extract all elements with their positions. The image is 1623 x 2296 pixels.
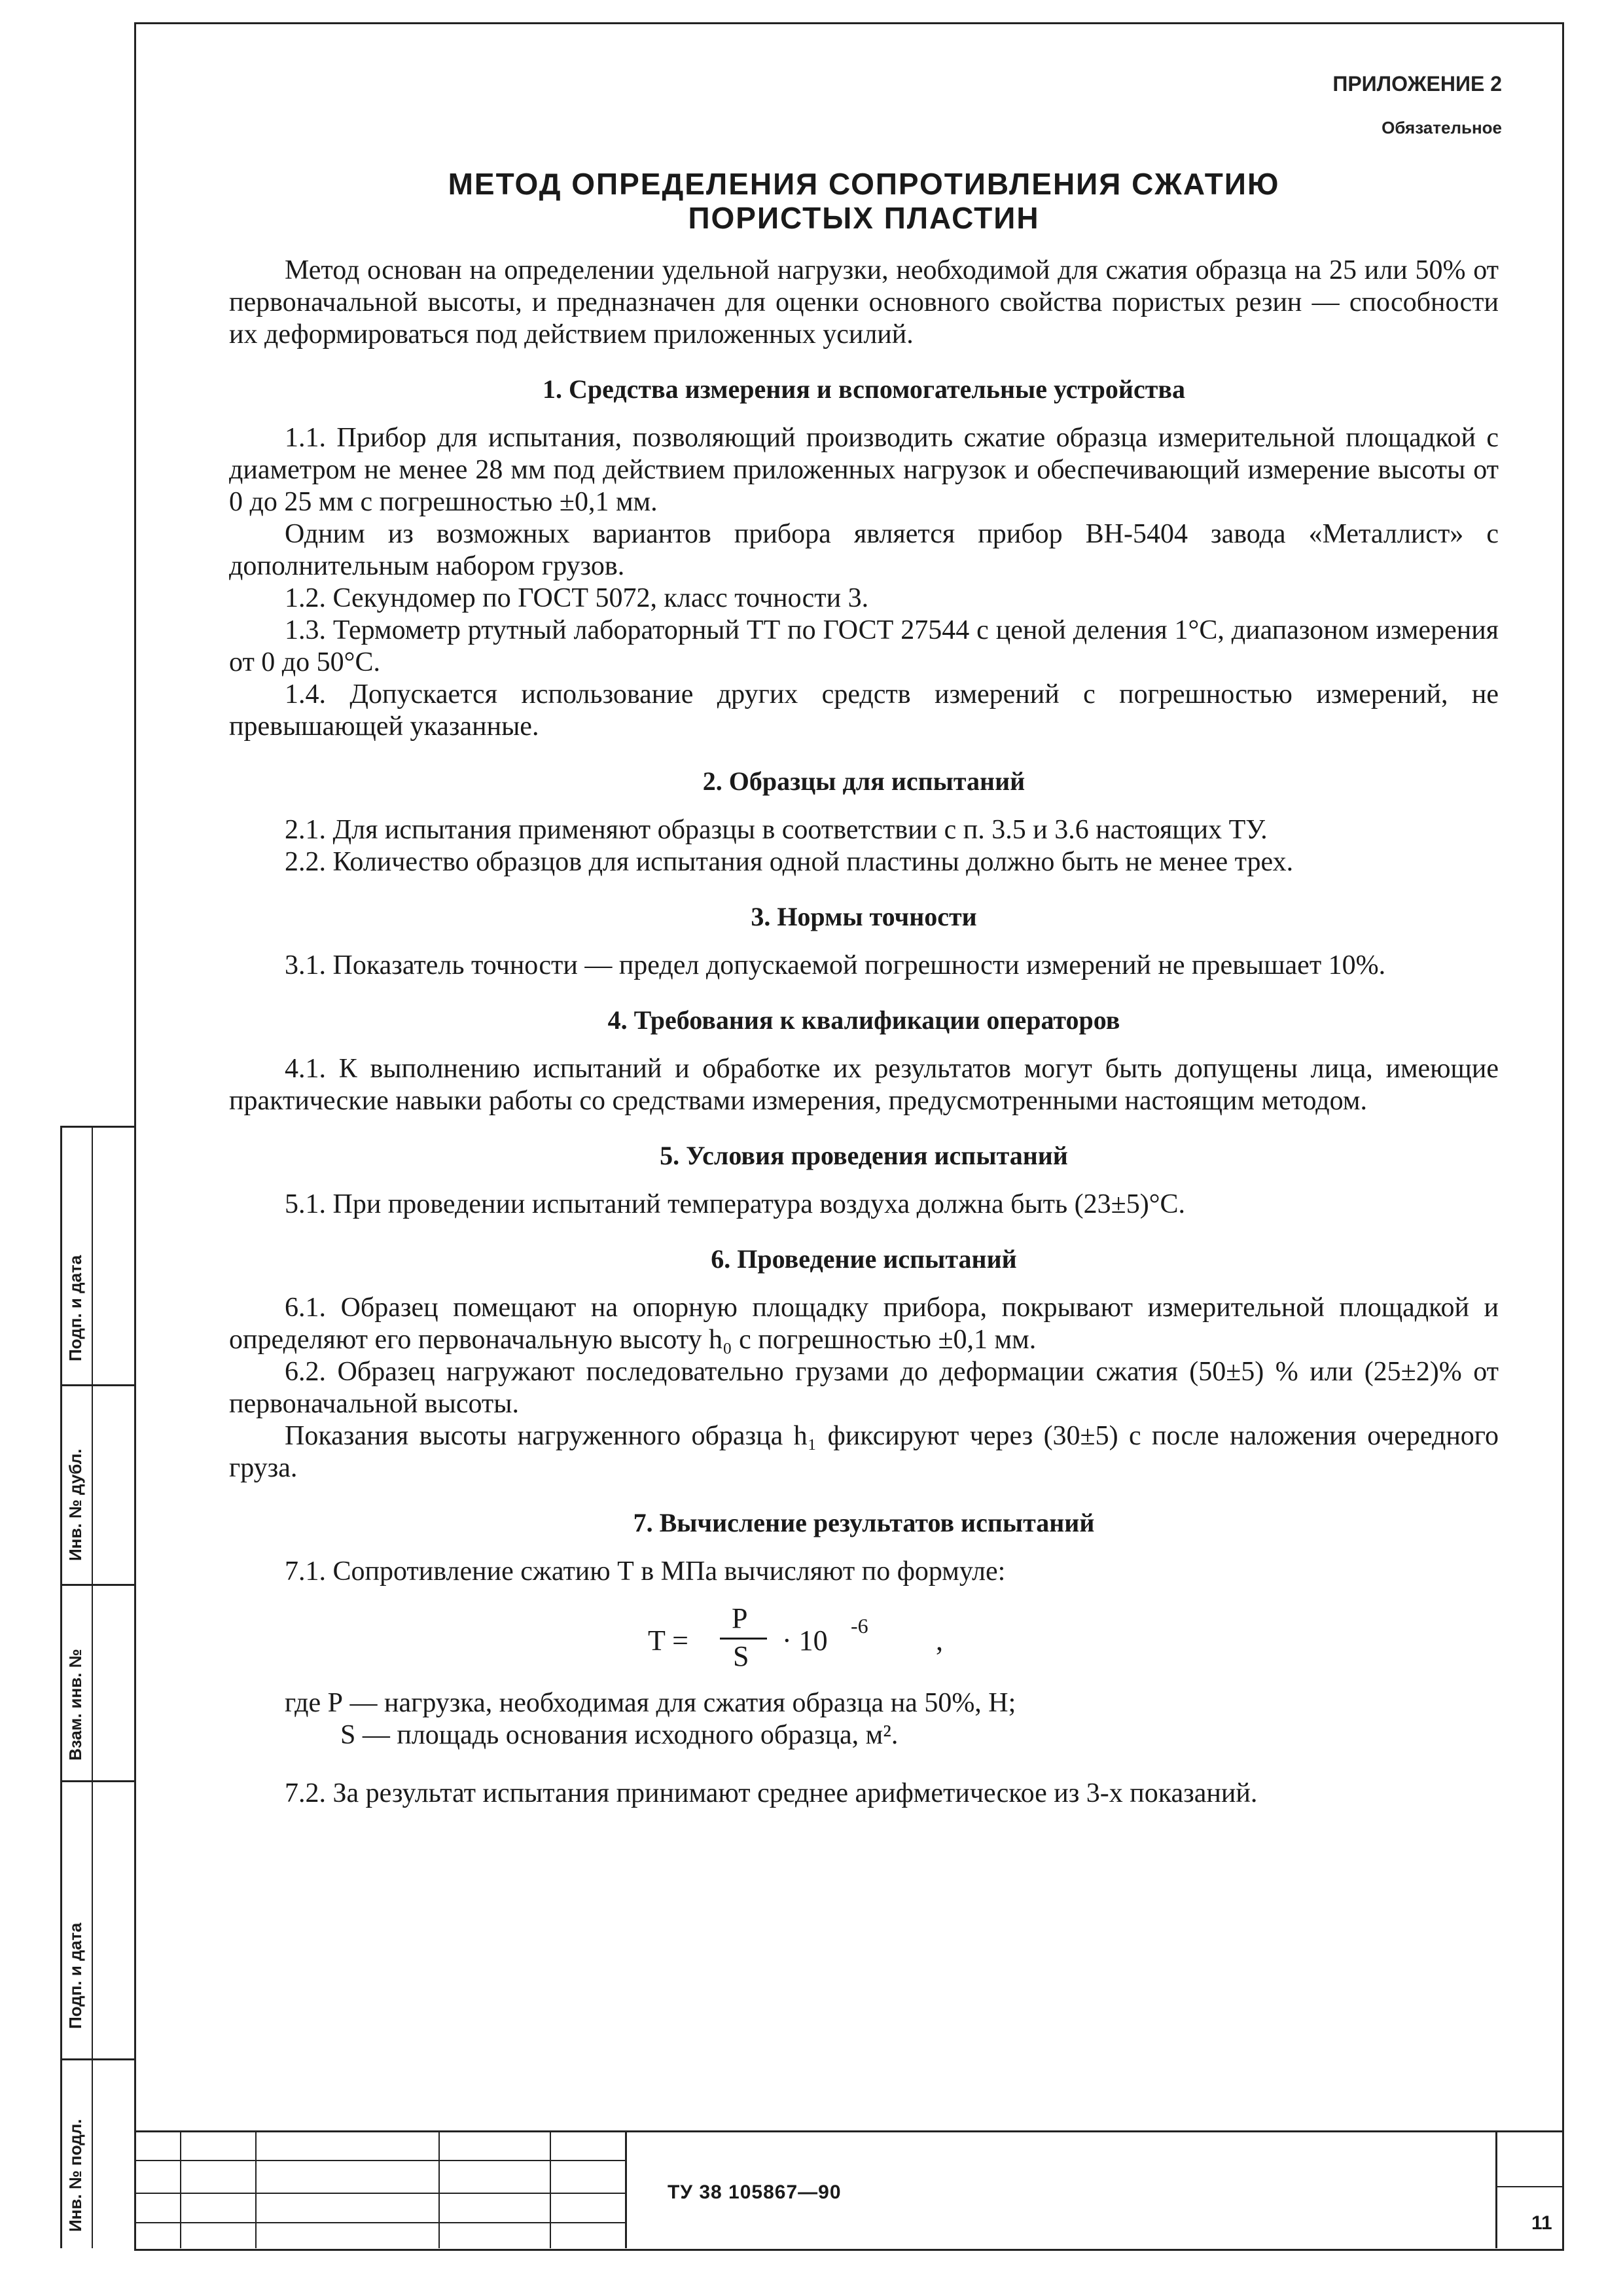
section-5 [229, 1139, 1499, 1172]
title-line-2: ПОРИСТЫХ ПЛАСТИН [688, 201, 1040, 235]
appendix-label: ПРИЛОЖЕНИЕ 2 [1332, 72, 1502, 96]
side-stamp-divider-4 [60, 1780, 134, 1782]
side-stamp-divider-3 [60, 1584, 134, 1586]
section-2 [229, 765, 1499, 797]
paragraph-6-1: 6.1. Образец помещают на опорную площадку прибора, покрывают измерительной площадкой и определяют его первоначальную высоту h₀ с погрешностью ±0,1 мм. [229, 1293, 1499, 1355]
section-3-heading: 3. Нормы точности [751, 902, 977, 931]
legend-line-s: S — площадь основания исходного образца, м². [340, 1720, 899, 1750]
paragraph-1-2: 1.2. Секундомер по ГОСТ 5072, класс точности 3. [285, 583, 869, 613]
formula-numerator: P [732, 1602, 748, 1634]
paragraph-7-2: 7.2. За результат испытания принимают среднее арифметическое из 3-х показаний. [285, 1778, 1258, 1808]
formula-comma: , [936, 1624, 943, 1657]
title-line-1: МЕТОД ОПРЕДЕЛЕНИЯ СОПРОТИВЛЕНИЯ СЖАТИЮ [448, 167, 1280, 201]
side-label-replace-inv: Взам. инв. № [65, 1649, 85, 1761]
mandatory-label: Обязательное [1382, 118, 1502, 137]
title-block-row-line-3 [134, 2222, 625, 2223]
formula [229, 1602, 1499, 1674]
section-3 [229, 901, 1499, 933]
side-label-sign-date-2: Подп. и дата [65, 1922, 85, 2029]
side-label-dup-inv: Инв. № дубл. [65, 1448, 85, 1561]
side-label-inv-orig: Инв. № подл. [65, 2119, 85, 2232]
section-6-heading: 6. Проведение испытаний [711, 1244, 1017, 1274]
paragraph-5-1: 5.1. При проведении испытаний температура воздуха должна быть (23±5)°С. [285, 1189, 1186, 1219]
side-label-sign-date-1: Подп. и дата [65, 1255, 85, 1361]
document-code: ТУ 38 105867—90 [668, 2181, 842, 2203]
section-7 [229, 1507, 1499, 1539]
document-body [229, 167, 1499, 1810]
section-1 [229, 373, 1499, 405]
paragraph-6-2-readings: Показания высоты нагруженного образца h₁ фиксируют через (30±5) с после наложения очередного груза. [229, 1421, 1499, 1483]
title-block-page-col [1495, 2130, 1497, 2248]
section-4-heading: 4. Требования к квалификации операторов [607, 1005, 1120, 1035]
section-2-heading: 2. Образцы для испытаний [702, 766, 1026, 796]
frame-top-line [134, 22, 1564, 24]
side-stamp-divider-1 [60, 1126, 134, 1128]
paragraph-1-1: 1.1. Прибор для испытания, позволяющий производить сжатие образца измерительной площадкой с диаметром не менее 28 мм под действием приложенных нагрузок и обеспечивающий измерение высоты от 0 до 25 мм с погрешностью ±0,1 мм. [229, 423, 1499, 517]
paragraph-1-1-variant: Одним из возможных вариантов прибора является прибор ВН-5404 завода «Металлист» с дополнительным набором грузов. [229, 519, 1499, 581]
page-number: 11 [1531, 2212, 1552, 2234]
paragraph-2-1: 2.1. Для испытания применяют образцы в соответствии с п. 3.5 и 3.6 настоящих ТУ. [285, 815, 1268, 845]
title-block-page-row [1495, 2186, 1564, 2187]
paragraph-6-2: 6.2. Образец нагружают последовательно грузами до деформации сжатия (50±5) % или (25±2)% от первоначальной высоты. [229, 1357, 1499, 1419]
side-stamp-divider-5 [60, 2058, 134, 2060]
formula-denominator: S [733, 1640, 749, 1672]
title-block-col-3 [438, 2130, 440, 2248]
formula-exponent: -6 [851, 1614, 868, 1638]
section-6 [229, 1243, 1499, 1275]
paragraph-7-1: 7.1. Сопротивление сжатию Т в МПа вычисляют по формуле: [285, 1556, 1006, 1587]
legend-line-p: где Р — нагрузка, необходимая для сжатия образца на 50%, Н; [285, 1688, 1016, 1718]
fraction-bar [720, 1638, 767, 1640]
frame-right-line [1562, 22, 1564, 2251]
paragraph-4-1: 4.1. К выполнению испытаний и обработке их результатов могут быть допущены лица, имеющие практические навыки работы со средствами измерения, предусмотренными настоящим методом. [229, 1054, 1499, 1116]
title-block-col-1 [180, 2130, 181, 2248]
title-block-col-4 [550, 2130, 551, 2248]
frame-left-line [134, 22, 136, 2251]
paragraph-3-1: 3.1. Показатель точности — предел допускаемой погрешности измерений не превышает 10%. [285, 950, 1386, 980]
side-stamp-inner-line [92, 1126, 93, 2248]
title-block-top-line [134, 2130, 1564, 2132]
intro-paragraph: Метод основан на определении удельной нагрузки, необходимой для сжатия образца на 25 или 50% от первоначальной высоты, и предназначен для оценки основного свойства пористых резин — способности их деформироваться под действием приложенных усилий. [229, 255, 1499, 350]
section-5-heading: 5. Условия проведения испытаний [660, 1141, 1068, 1170]
paragraph-2-2: 2.2. Количество образцов для испытания одной пластины должно быть не менее трех. [285, 847, 1294, 877]
formula-multiplier: · 10 [782, 1624, 828, 1657]
formula-lhs: T = [648, 1624, 688, 1657]
frame-bottom-line [134, 2249, 1564, 2251]
section-4 [229, 1004, 1499, 1036]
title-block-col-2 [255, 2130, 257, 2248]
formula-legend [229, 1687, 1499, 1751]
side-stamp-divider-2 [60, 1384, 134, 1386]
title-block-col-5 [625, 2130, 627, 2248]
document-title [229, 167, 1499, 235]
section-1-heading: 1. Средства измерения и вспомогательные устройства [543, 374, 1185, 404]
section-7-heading: 7. Вычисление результатов испытаний [633, 1508, 1095, 1537]
side-stamp-outer-line [60, 1126, 62, 2248]
title-block-row-line-2 [134, 2193, 625, 2194]
paragraph-1-4: 1.4. Допускается использование других средств измерений с погрешностью измерений, не превышающей указанные. [229, 679, 1499, 742]
paragraph-1-3: 1.3. Термометр ртутный лабораторный ТТ по ГОСТ 27544 с ценой деления 1°С, диапазоном измерения от 0 до 50°С. [229, 615, 1499, 677]
title-block-row-line-1 [134, 2160, 625, 2161]
